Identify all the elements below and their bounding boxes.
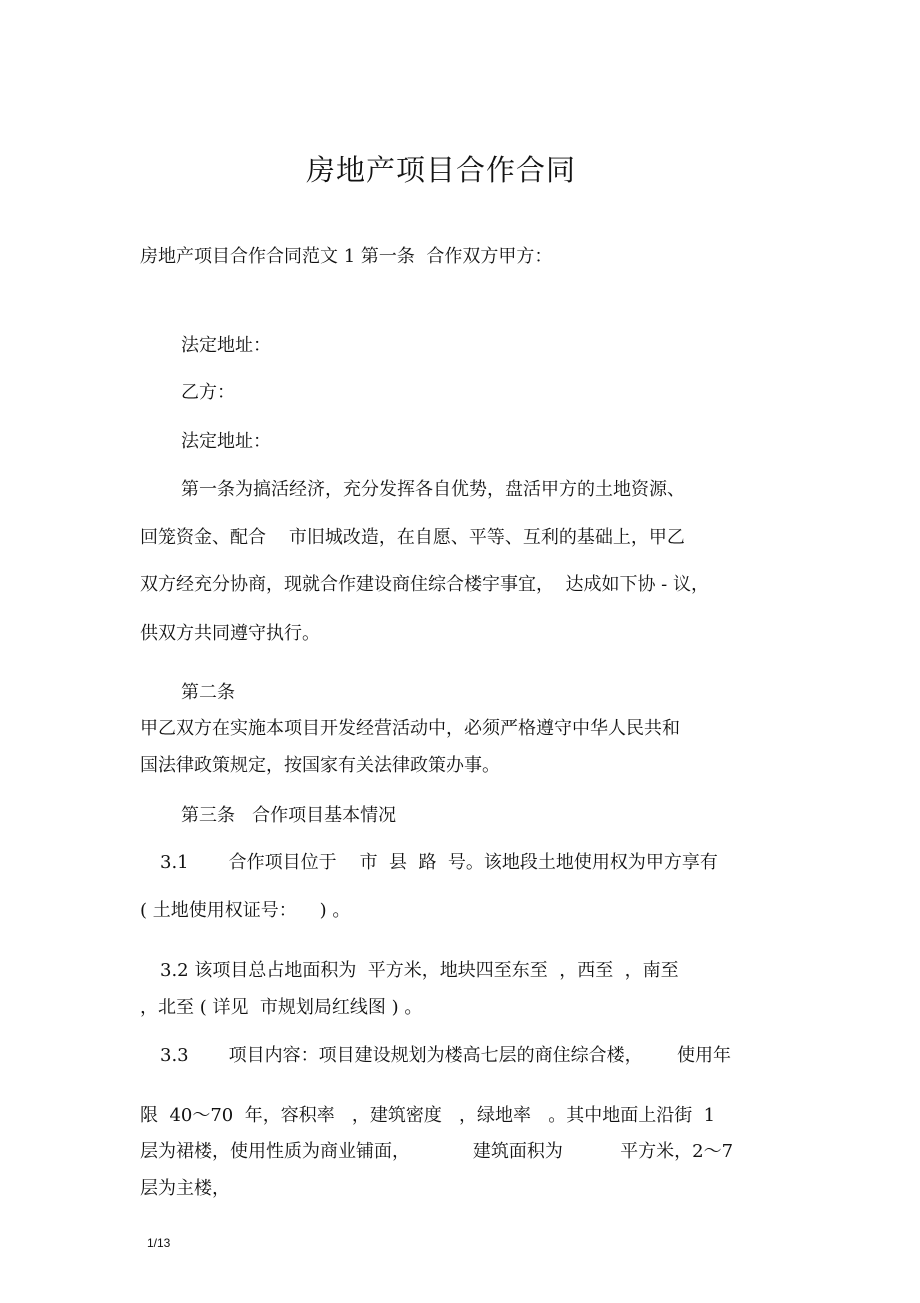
text-line: 供双方共同遵守执行。 [140, 623, 320, 644]
text-line: 房地产项目合作合同范文 1 第一条 合作双方甲方： [140, 246, 553, 267]
text-line: 限 40～70 年，容积率 ，建筑密度 ，绿地率 。其中地面上沿街 1 [140, 1105, 716, 1126]
section-heading: 第二条 [181, 682, 235, 703]
text-line: 3.1 合作项目位于 市 县 路 号。该地段土地使用权为甲方享有 [160, 852, 718, 873]
text-line: 法定地址： [181, 431, 271, 452]
text-line: 3.3 项目内容：项目建设规划为楼高七层的商住综合楼， 使用年 [160, 1045, 732, 1066]
text-line: 双方经充分协商，现就合作建设商住综合楼宇事宜， 达成如下协 - 议， [140, 574, 709, 595]
text-line: 乙方： [181, 382, 235, 403]
page-number: 1/13 [147, 1236, 171, 1250]
text-line: 第一条为搞活经济，充分发挥各自优势，盘活甲方的土地资源、 [181, 479, 685, 500]
text-line: 回笼资金、配合 市旧城改造，在自愿、平等、互利的基础上，甲乙 [140, 527, 685, 548]
text-line: 3.2 该项目总占地面积为 平方米，地块四至东至 ，西至 ，南至 [160, 960, 679, 981]
section-heading: 第三条 合作项目基本情况 [181, 805, 397, 826]
text-line: 甲乙双方在实施本项目开发经营活动中，必须严格遵守中华人民共和 [140, 718, 680, 739]
text-line: ( 土地使用权证号： ) 。 [140, 900, 351, 921]
text-line: 层为主楼， [140, 1178, 230, 1199]
text-line: 层为裙楼，使用性质为商业铺面， 建筑面积为 平方米，2～7 [140, 1141, 734, 1162]
text-line: 法定地址： [181, 335, 271, 356]
document-title: 房地产项目合作合同 [306, 153, 577, 187]
text-line: 国法律政策规定，按国家有关法律政策办事。 [140, 755, 500, 776]
text-line: ，北至 ( 详见 市规划局红线图 ) 。 [140, 997, 423, 1018]
